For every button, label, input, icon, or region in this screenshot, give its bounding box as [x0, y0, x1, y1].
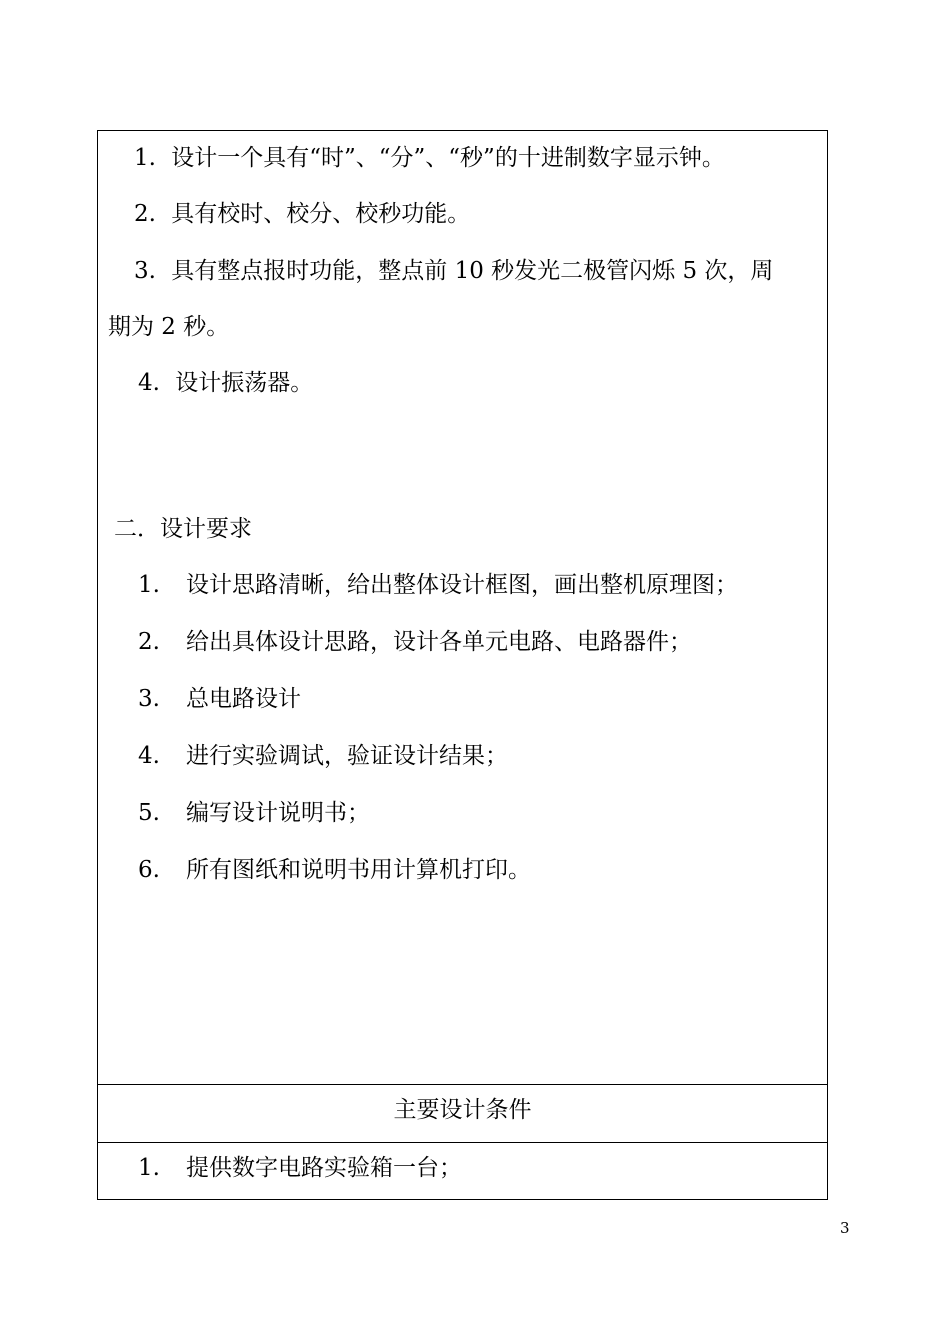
condition-item-1-number: 1. [138, 1155, 160, 1181]
conditions-heading: 主要设计条件 [393, 1097, 532, 1123]
task-table [97, 130, 828, 1200]
requirement-item-2-text: 给出具体设计思路，设计各单元电路、电路器件； [186, 629, 692, 655]
function-item-3-text: 具有整点报时功能，整点前 10 秒发光二极管闪烁 5 次，周 [171, 258, 774, 284]
requirement-item-1 [138, 570, 738, 600]
page-number: 3 [840, 1219, 850, 1237]
requirement-item-3 [138, 684, 301, 714]
function-item-2-text: 具有校时、校分、校秒功能。 [171, 201, 471, 227]
function-item-2-number: 2. [134, 201, 156, 227]
condition-item-1 [138, 1153, 462, 1183]
condition-item-1-text: 提供数字电路实验箱一台； [186, 1155, 462, 1181]
function-item-1 [134, 143, 725, 173]
table-divider-bottom [98, 1142, 827, 1143]
requirement-item-2-number: 2. [138, 629, 160, 655]
requirement-item-5-text: 编写设计说明书； [186, 800, 370, 826]
requirement-item-5-number: 5. [138, 800, 160, 826]
function-item-3 [134, 256, 773, 286]
requirement-item-6-number: 6. [138, 857, 160, 883]
requirement-item-6-text: 所有图纸和说明书用计算机打印。 [186, 857, 531, 883]
requirement-item-4 [138, 741, 508, 771]
requirement-item-4-text: 进行实验调试，验证设计结果； [186, 743, 508, 769]
function-item-3-number: 3. [134, 258, 156, 284]
function-item-4-text: 设计振荡器。 [175, 370, 314, 396]
requirement-item-5 [138, 798, 370, 828]
requirement-item-1-number: 1. [138, 572, 160, 598]
requirements-heading: 二．设计要求 [114, 516, 252, 542]
requirement-item-3-number: 3. [138, 686, 160, 712]
function-item-1-text: 设计一个具有“时”、“分”、“秒”的十进制数字显示钟。 [171, 145, 725, 171]
function-item-2 [134, 199, 470, 229]
function-item-4-number: 4. [138, 370, 160, 396]
requirement-item-6 [138, 855, 531, 885]
requirement-item-3-text: 总电路设计 [186, 686, 301, 712]
requirement-item-4-number: 4. [138, 743, 160, 769]
requirement-item-2 [138, 627, 692, 657]
function-item-4 [138, 368, 313, 398]
function-item-3-continuation [108, 312, 229, 342]
table-divider-top [98, 1084, 827, 1085]
function-item-1-number: 1. [134, 145, 156, 171]
function-item-3-continuation-text: 期为 2 秒。 [108, 314, 230, 340]
requirement-item-1-text: 设计思路清晰，给出整体设计框图，画出整机原理图； [186, 572, 738, 598]
